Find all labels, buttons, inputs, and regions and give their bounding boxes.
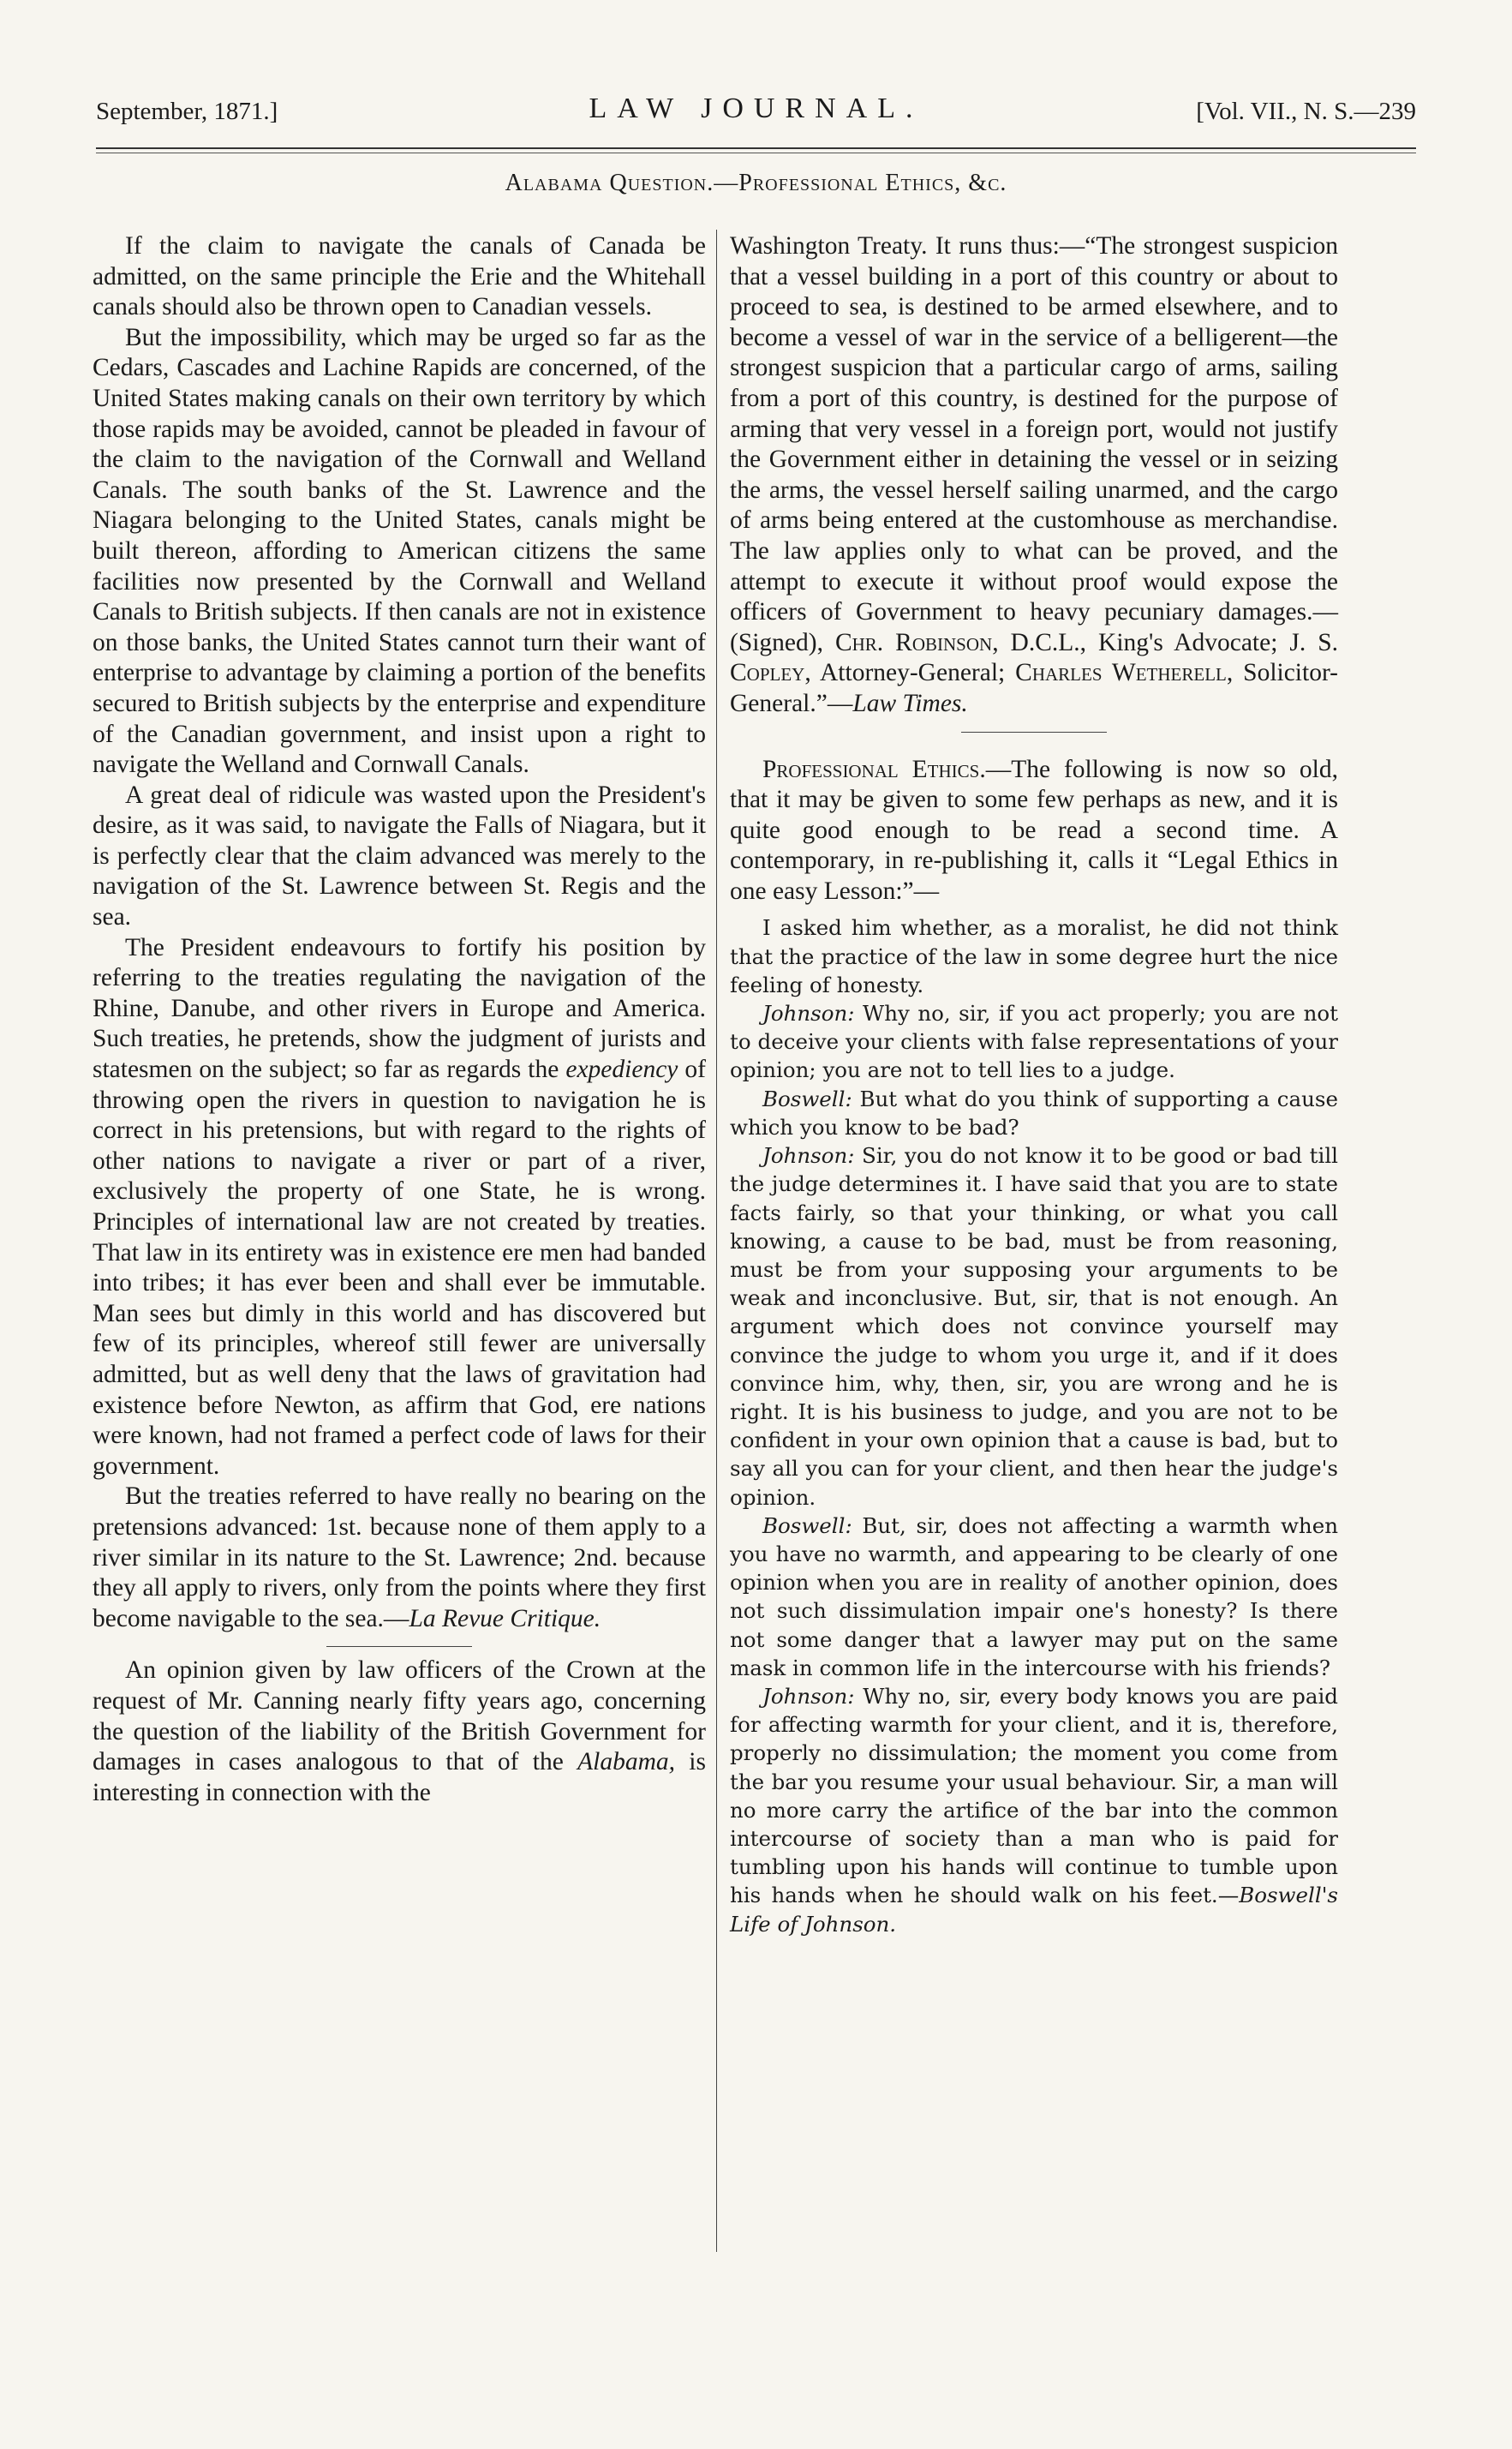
section-title: Alabama Question.—Professional Ethics, &c. (505, 170, 1007, 196)
header-rule (96, 147, 1416, 149)
section-separator (961, 732, 1107, 733)
source-citation: La Revue Critique. (409, 1604, 601, 1632)
journal-title: LAW JOURNAL. (589, 93, 923, 124)
source-citation: Law Times. (852, 689, 968, 717)
paragraph-canals-claim: If the claim to navigate the canals of Canada be admitted, on the same principle the Erie and the Whitehall canals should also be thrown open to Canadian vessels. (93, 232, 706, 321)
issue-date: September, 1871.] (96, 98, 278, 125)
dialogue-line: I asked him whether, as a moralist, he did not think that the practice of the law in some degree hurt the nice feeling of honesty. (730, 915, 1338, 997)
volume-page: [Vol. VII., N. S.—239 (1196, 98, 1416, 125)
paragraph-impossibility: But the impossibility, which may be urged so far as the Cedars, Cascades and Lachine Rapids are concerned, of the United States making canals on their own territory by which those rapids may be avoided, cannot be pleaded in favour of the claim to the navigation of the Cornwall and Welland Canals. The south banks of the St. Lawrence and the Niagara belonging to the United States, canals might be built thereon, affording to American citizens the same facilities now presented by the Cornwall and Welland Canals to British subjects. If then canals are not in existence on those banks, the United States cannot turn their want of enterprise to advantage by claiming a portion of the benefits secured to British subjects by the enterprise and expenditure of the Canadian government, and insist upon a right to navigate the Welland and Cornwall Canals. (93, 323, 706, 779)
paragraph-treaties-bearing: But the treaties referred to have really no bearing on the pretensions advanced: 1st. because none of them apply to a river similar in its nature to the St. Lawrence; 2nd. because they all apply to rivers, only from the points where they first become navigable to the sea.—La Revue Critique. (93, 1482, 706, 1632)
running-head (96, 93, 1416, 130)
source-citation: Boswell's Life of Johnson. (730, 1883, 1338, 1937)
section-separator (326, 1646, 472, 1647)
dialogue-line: Johnson: Why no, sir, every body knows you are paid for affecting warmth for your client, and it is, therefore, properly no dissimulation; the moment you come from the bar you resume your usual behaviour. Sir, a man will no more carry the artifice of the bar into the common intercourse of society than a man who is paid for tumbling upon his hands will continue to tumble upon his hands when he should walk on his feet.—Boswell's Life of Johnson. (730, 1683, 1338, 1937)
paragraph-law-officers: An opinion given by law officers of the Crown at the request of Mr. Canning nearly fifty years ago, concerning the question of the liability of the British Government for damages in cases analogous to that of the Alabama, is interesting in connection with the (93, 1656, 706, 1806)
paragraph-treaties: The President endeavours to fortify his position by referring to the treaties regulating the navigation of the Rhine, Danube, and other rivers in Europe and America. Such treaties, he pretends, show the judgment of jurists and statesmen on the subject; so far as regards the expediency of throwing open the rivers in question to navigation he is correct in his pretensions, but with regard to the rights of other nations to navigate a river or part of a river, exclusively the property of one State, he is wrong. Principles of international law are not created by treaties. That law in its entirety was in existence ere men had banded into tribes; it has ever been and shall ever be immutable. Man sees but dimly in this world and has discovered but few of its principles, whereof still fewer are universally admitted, but as well deny that the laws of gravitation had existence before Newton, as affirm that God, ere nations were known, had not framed a perfect code of laws for their government. (93, 933, 707, 1480)
dialogue-excerpt (730, 913, 1338, 1937)
dialogue-line: Boswell: But what do you think of supporting a cause which you know to be bad? (730, 1086, 1338, 1140)
paragraph-ridicule: A great deal of ridicule was wasted upon the President's desire, as it was said, to navigate the Falls of Niagara, but it is perfectly clear that the claim advanced was merely to the navigation of the St. Lawrence between St. Regis and the sea. (93, 781, 706, 931)
dialogue-line: Johnson: Why no, sir, if you act properly; you are not to deceive your clients with false representations of your opinion; you are not to tell lies to a judge. (730, 1001, 1338, 1083)
section-heading: Professional Ethics. (762, 755, 986, 783)
dialogue-line: Boswell: But, sir, does not affecting a warmth when you have no warmth, and appearing to be clearly of one opinion when you are in reality of another opinion, does not such dissimulation impair one's honesty? Is there not some danger that a lawyer may put on the same mask in common life in the intercourse with his friends? (730, 1512, 1338, 1680)
column-divider (716, 230, 717, 2252)
paragraph-professional-ethics: Professional Ethics.—The following is now so old, that it may be given to some few perhaps as new, and it is quite good enough to be read a second time. A contemporary, in re-publishing it, calls it “Legal Ethics in one easy Lesson:”— (730, 755, 1338, 905)
right-column (730, 231, 1338, 1938)
left-column (93, 231, 706, 1808)
paragraph-washington-treaty: Washington Treaty. It runs thus:—“The strongest suspicion that a vessel building in a port of this country or about to proceed to sea, is destined to be armed elsewhere, and to become a vessel of war in the service of a belligerent—the strongest suspicion that a particular cargo of arms, sailing from a port of this country, is destined for the purpose of arming that very vessel in a foreign port, would not justify the Government either in detaining the vessel or in seizing the arms, the vessel herself sailing unarmed, and the cargo of arms being entered at the customhouse as merchandise. The law applies only to what can be proved, and the attempt to execute it without proof would expose the officers of Government to heavy pecuniary damages.—(Signed), Chr. Robinson, D.C.L., King's Advocate; J. S. Copley, Attorney-General; Charles Wetherell, Solicitor-General.”—Law Times. (730, 232, 1339, 717)
dialogue-line: Johnson: Sir, you do not know it to be good or bad till the judge determines it. I have said that you are to state facts fairly, so that your thinking, or what you call knowing, a cause to be bad, must be from reasoning, must be from your supposing your arguments to be weak and inconclusive. But, sir, that is not enough. An argument which does not convince yourself may convince the judge to whom you urge it, and if it does convince him, why, then, sir, you are wrong and he is right. It is his business to judge, and you are not to be confident in your own opinion that a cause is bad, but to say all you can for your client, and then hear the judge's opinion. (730, 1143, 1338, 1510)
